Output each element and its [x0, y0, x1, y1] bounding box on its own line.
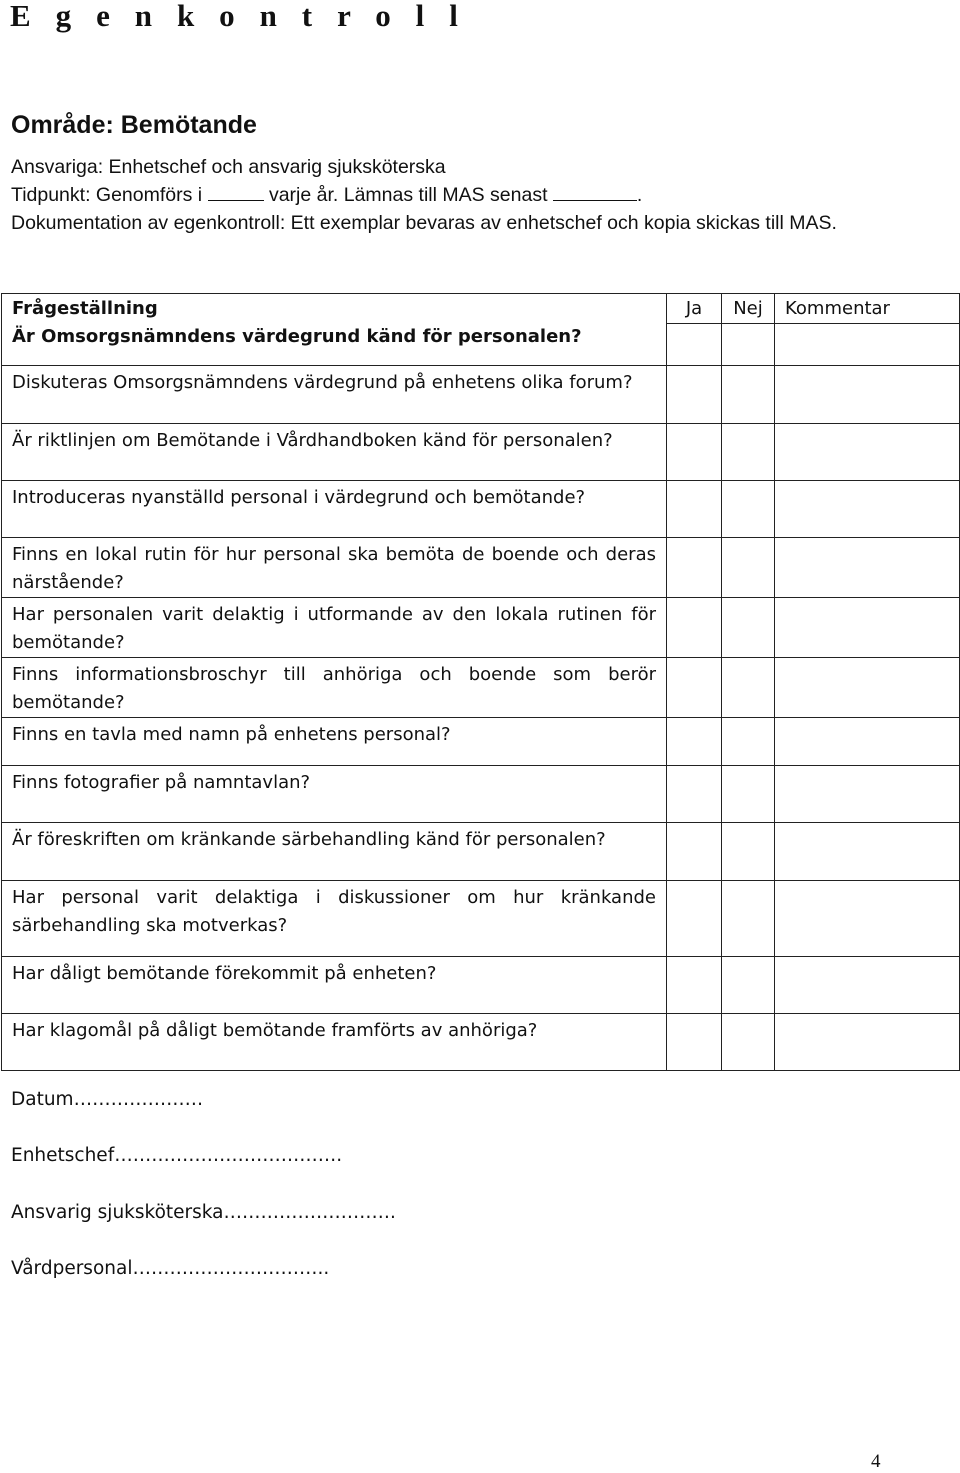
no-cell[interactable] [722, 324, 775, 366]
table-row [2, 881, 960, 957]
no-cell[interactable] [722, 598, 775, 658]
question-text: Är föreskriften om kränkande särbehandling känd för personalen? [2, 823, 667, 881]
checklist-table [1, 293, 960, 1071]
documentation-line: Dokumentation av egenkontroll: Ett exemplar bevaras av enhetschef och kopia skickas till MAS. [11, 212, 837, 234]
question-text: Har personal varit delaktiga i diskussioner om hur kränkande särbehandling ska motverkas? [2, 881, 667, 957]
comment-cell[interactable] [775, 366, 960, 424]
table-row [2, 598, 960, 658]
care-staff-signature-line[interactable]: Vårdpersonal………………………….. [11, 1258, 330, 1279]
yes-cell[interactable] [667, 881, 722, 957]
question-header-label: Frågeställning [12, 298, 158, 319]
no-cell[interactable] [722, 1014, 775, 1071]
comment-cell[interactable] [775, 598, 960, 658]
timing-prefix: Tidpunkt: Genomförs i [11, 184, 203, 206]
no-cell[interactable] [722, 424, 775, 481]
yes-cell[interactable] [667, 324, 722, 366]
yes-cell[interactable] [667, 366, 722, 424]
no-cell[interactable] [722, 718, 775, 766]
yes-cell[interactable] [667, 658, 722, 718]
yes-cell[interactable] [667, 766, 722, 823]
table-header-row [2, 294, 960, 324]
yes-cell[interactable] [667, 1014, 722, 1071]
table-row [2, 366, 960, 424]
table-row [2, 957, 960, 1014]
table-row [2, 658, 960, 718]
question-text: Är Omsorgsnämndens värdegrund känd för personalen? [12, 326, 582, 347]
table-row [2, 481, 960, 538]
timing-year-blank[interactable] [208, 182, 264, 201]
yes-header: Ja [667, 294, 722, 324]
comment-cell[interactable] [775, 823, 960, 881]
timing-suffix: . [636, 184, 643, 206]
comment-cell[interactable] [775, 538, 960, 598]
yes-cell[interactable] [667, 598, 722, 658]
timing-deadline-blank[interactable] [553, 182, 637, 201]
no-cell[interactable] [722, 823, 775, 881]
document-title: E g e n k o n t r o l l [10, 0, 467, 33]
comment-cell[interactable] [775, 957, 960, 1014]
comment-header: Kommentar [775, 294, 960, 324]
comment-cell[interactable] [775, 324, 960, 366]
comment-cell[interactable] [775, 718, 960, 766]
table-row [2, 424, 960, 481]
yes-cell[interactable] [667, 424, 722, 481]
nurse-signature-line[interactable]: Ansvarig sjuksköterska………………………. [11, 1202, 396, 1223]
no-cell[interactable] [722, 766, 775, 823]
responsible-line: Ansvariga: Enhetschef och ansvarig sjuksköterska [11, 156, 446, 178]
comment-cell[interactable] [775, 481, 960, 538]
timing-middle: varje år. Lämnas till MAS senast [268, 184, 548, 206]
no-cell[interactable] [722, 481, 775, 538]
no-cell[interactable] [722, 881, 775, 957]
no-header: Nej [722, 294, 775, 324]
comment-cell[interactable] [775, 881, 960, 957]
question-text: Har dåligt bemötande förekommit på enheten? [2, 957, 667, 1014]
question-text: Har klagomål på dåligt bemötande framförts av anhöriga? [2, 1014, 667, 1071]
comment-cell[interactable] [775, 766, 960, 823]
date-signature-line[interactable]: Datum………………… [11, 1089, 204, 1110]
table-row [2, 823, 960, 881]
no-cell[interactable] [722, 366, 775, 424]
question-text: Finns en tavla med namn på enhetens personal? [2, 718, 667, 766]
yes-cell[interactable] [667, 823, 722, 881]
question-text: Introduceras nyanställd personal i värdegrund och bemötande? [2, 481, 667, 538]
question-text: Är riktlinjen om Bemötande i Vårdhandboken känd för personalen? [2, 424, 667, 481]
page-number: 4 [871, 1451, 881, 1472]
no-cell[interactable] [722, 957, 775, 1014]
area-title: Område: Bemötande [11, 111, 257, 139]
timing-line [11, 181, 883, 209]
question-text: Finns en lokal rutin för hur personal ska bemöta de boende och deras närstående? [2, 538, 667, 598]
question-text: Finns informationsbroschyr till anhöriga och boende som berör bemötande? [2, 658, 667, 718]
document-info [11, 153, 883, 237]
comment-cell[interactable] [775, 424, 960, 481]
question-text: Diskuteras Omsorgsnämndens värdegrund på enhetens olika forum? [2, 366, 667, 424]
comment-cell[interactable] [775, 1014, 960, 1071]
table-row [2, 718, 960, 766]
yes-cell[interactable] [667, 538, 722, 598]
yes-cell[interactable] [667, 957, 722, 1014]
no-cell[interactable] [722, 658, 775, 718]
table-row [2, 766, 960, 823]
unit-manager-signature-line[interactable]: Enhetschef………………………………. [11, 1145, 343, 1166]
question-text: Finns fotografier på namntavlan? [2, 766, 667, 823]
table-row [2, 1014, 960, 1071]
comment-cell[interactable] [775, 658, 960, 718]
table-row [2, 538, 960, 598]
table-header-question [2, 294, 667, 366]
yes-cell[interactable] [667, 718, 722, 766]
question-text: Har personalen varit delaktig i utformande av den lokala rutinen för bemötande? [2, 598, 667, 658]
no-cell[interactable] [722, 538, 775, 598]
yes-cell[interactable] [667, 481, 722, 538]
